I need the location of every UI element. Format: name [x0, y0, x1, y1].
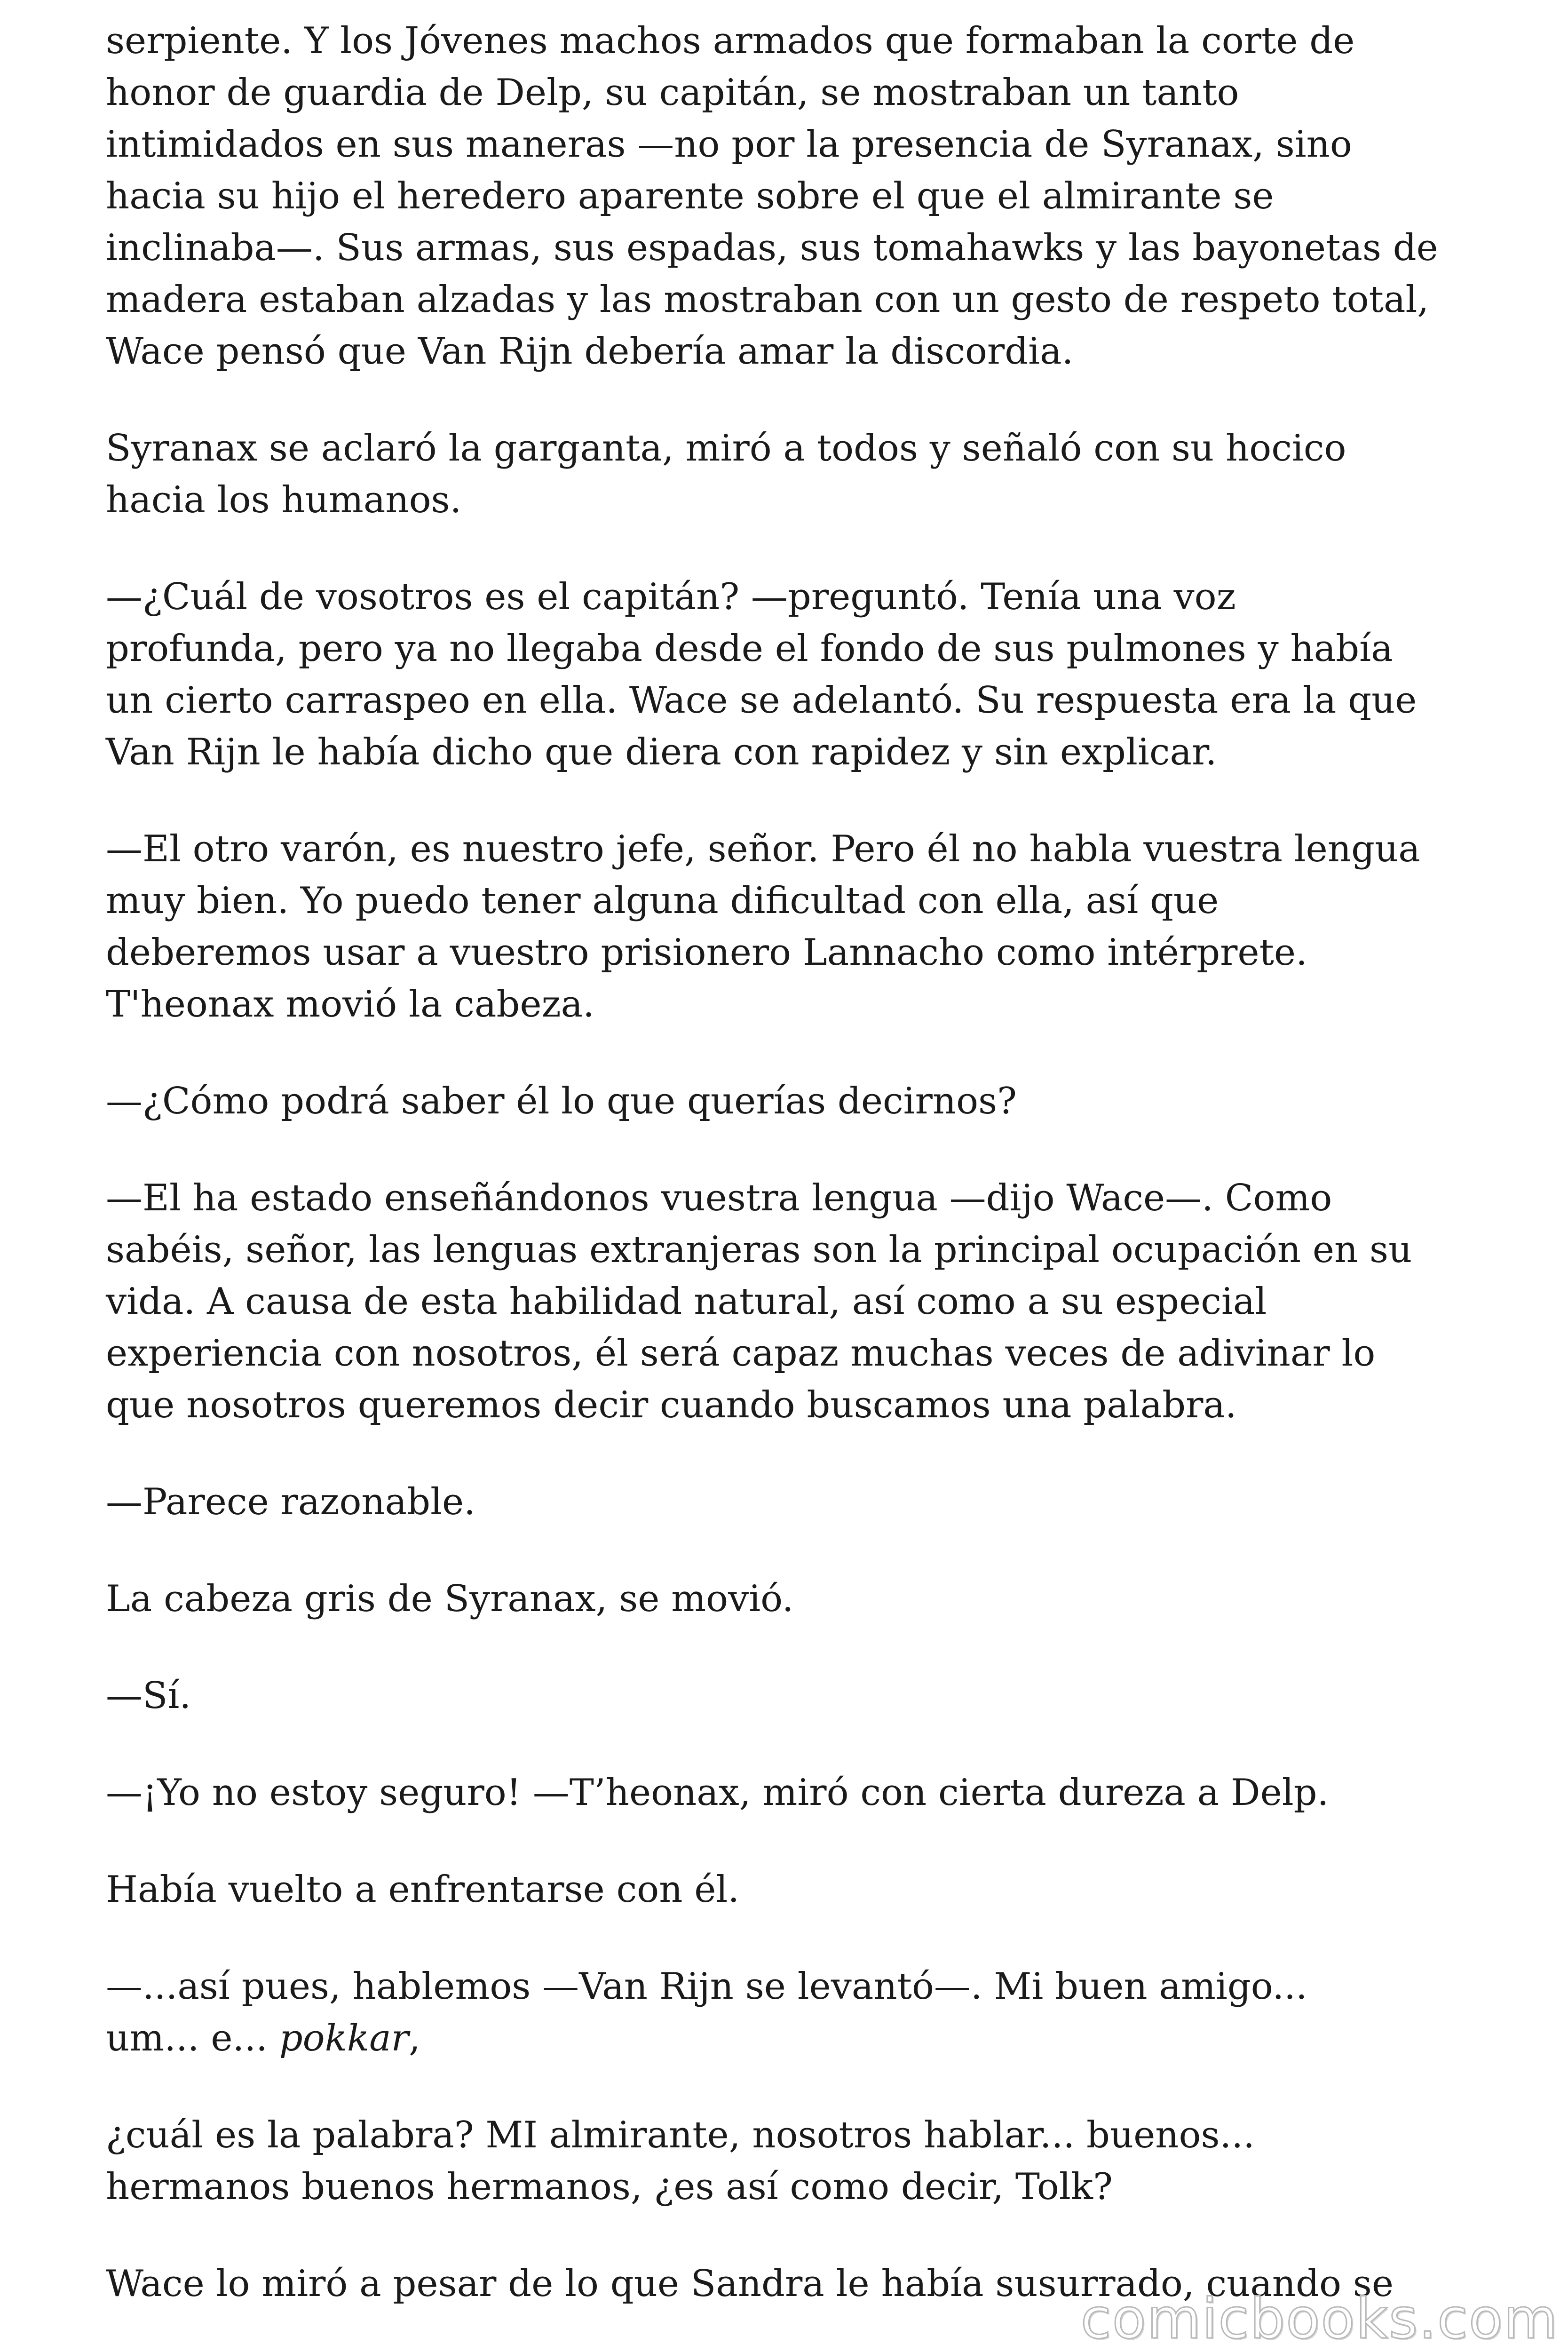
- text-line: serpiente. Y los Jóvenes machos armados que formaban la corte de: [106, 20, 1355, 62]
- text-line: deberemos usar a vuestro prisionero Lannacho como intérprete.: [106, 931, 1307, 974]
- text-line: —¿Cuál de vosotros es el capitán? —preguntó. Tenía una voz: [106, 576, 1236, 618]
- text-line: Wace lo miró a pesar de lo que Sandra le había susurrado, cuando se: [106, 2263, 1394, 2305]
- paragraph-9: [106, 1670, 1479, 1722]
- text-line: T'heonax movió la cabeza.: [106, 983, 594, 1025]
- text-line: —¡Yo no estoy seguro! —T’heonax, miró con cierta dureza a Delp.: [106, 1772, 1329, 1814]
- text-line: Syranax se aclaró la garganta, miró a todos y señaló con su hocico: [106, 427, 1346, 469]
- text-line: —El otro varón, es nuestro jefe, señor. Pero él no habla vuestra lengua: [106, 828, 1420, 870]
- text-line: honor de guardia de Delp, su capitán, se mostraban un tanto: [106, 72, 1239, 114]
- text-line: Van Rijn le había dicho que diera con rapidez y sin explicar.: [106, 731, 1217, 773]
- text-line: que nosotros queremos decir cuando buscamos una palabra.: [106, 1384, 1237, 1426]
- book-page-text: [106, 15, 1479, 2352]
- text-line: sabéis, señor, las lenguas extranjeras son la principal ocupación en su: [106, 1229, 1412, 1271]
- italic-word: pokkar: [279, 2017, 409, 2059]
- text-line: hacia su hijo el heredero aparente sobre el que el almirante se: [106, 175, 1274, 217]
- text-line: experiencia con nosotros, él será capaz muchas veces de adivinar lo: [106, 1332, 1376, 1375]
- paragraph-5: [106, 1075, 1479, 1127]
- text-line: um... e...: [106, 2017, 279, 2059]
- text-line: La cabeza gris de Syranax, se movió.: [106, 1578, 794, 1620]
- paragraph-7: [106, 1476, 1479, 1528]
- paragraph-4: [106, 823, 1479, 1030]
- text-line: hacia los humanos.: [106, 479, 462, 521]
- text-line: Había vuelto a enfrentarse con él.: [106, 1868, 740, 1911]
- paragraph-13: [106, 2109, 1479, 2213]
- paragraph-3: [106, 571, 1479, 778]
- paragraph-8: [106, 1573, 1479, 1625]
- text-line: Wace pensó que Van Rijn debería amar la discordia.: [106, 330, 1074, 373]
- paragraph-11: [106, 1864, 1479, 1915]
- text-line: profunda, pero ya no llegaba desde el fondo de sus pulmones y había: [106, 628, 1393, 670]
- text-line: —Parece razonable.: [106, 1481, 475, 1523]
- text-line-tail: ,: [408, 2017, 420, 2059]
- paragraph-1: [106, 15, 1479, 377]
- text-line: muy bien. Yo puedo tener alguna dificultad con ella, así que: [106, 880, 1219, 922]
- paragraph-6: [106, 1172, 1479, 1431]
- paragraph-10: [106, 1767, 1479, 1819]
- text-line: —¿Cómo podrá saber él lo que querías decirnos?: [106, 1080, 1017, 1122]
- text-line: madera estaban alzadas y las mostraban con un gesto de respeto total,: [106, 278, 1429, 321]
- text-line: inclinaba—. Sus armas, sus espadas, sus tomahawks y las bayonetas de: [106, 227, 1438, 269]
- text-line: vida. A causa de esta habilidad natural, así como a su especial: [106, 1280, 1267, 1323]
- text-line: —Sí.: [106, 1675, 191, 1717]
- text-line: ¿cuál es la palabra? MI almirante, nosotros hablar... buenos...: [106, 2114, 1255, 2156]
- watermark-text: comicbooks.com: [1080, 2286, 1559, 2351]
- text-line: intimidados en sus maneras —no por la presencia de Syranax, sino: [106, 123, 1352, 166]
- text-line: —El ha estado enseñándonos vuestra lengua —dijo Wace—. Como: [106, 1177, 1332, 1219]
- text-line: un cierto carraspeo en ella. Wace se adelantó. Su respuesta era la que: [106, 679, 1417, 722]
- paragraph-12: [106, 1961, 1479, 2064]
- text-line: hermanos buenos hermanos, ¿es así como decir, Tolk?: [106, 2166, 1113, 2208]
- text-line: —...así pues, hablemos —Van Rijn se levantó—. Mi buen amigo...: [106, 1965, 1307, 2008]
- paragraph-2: [106, 422, 1479, 526]
